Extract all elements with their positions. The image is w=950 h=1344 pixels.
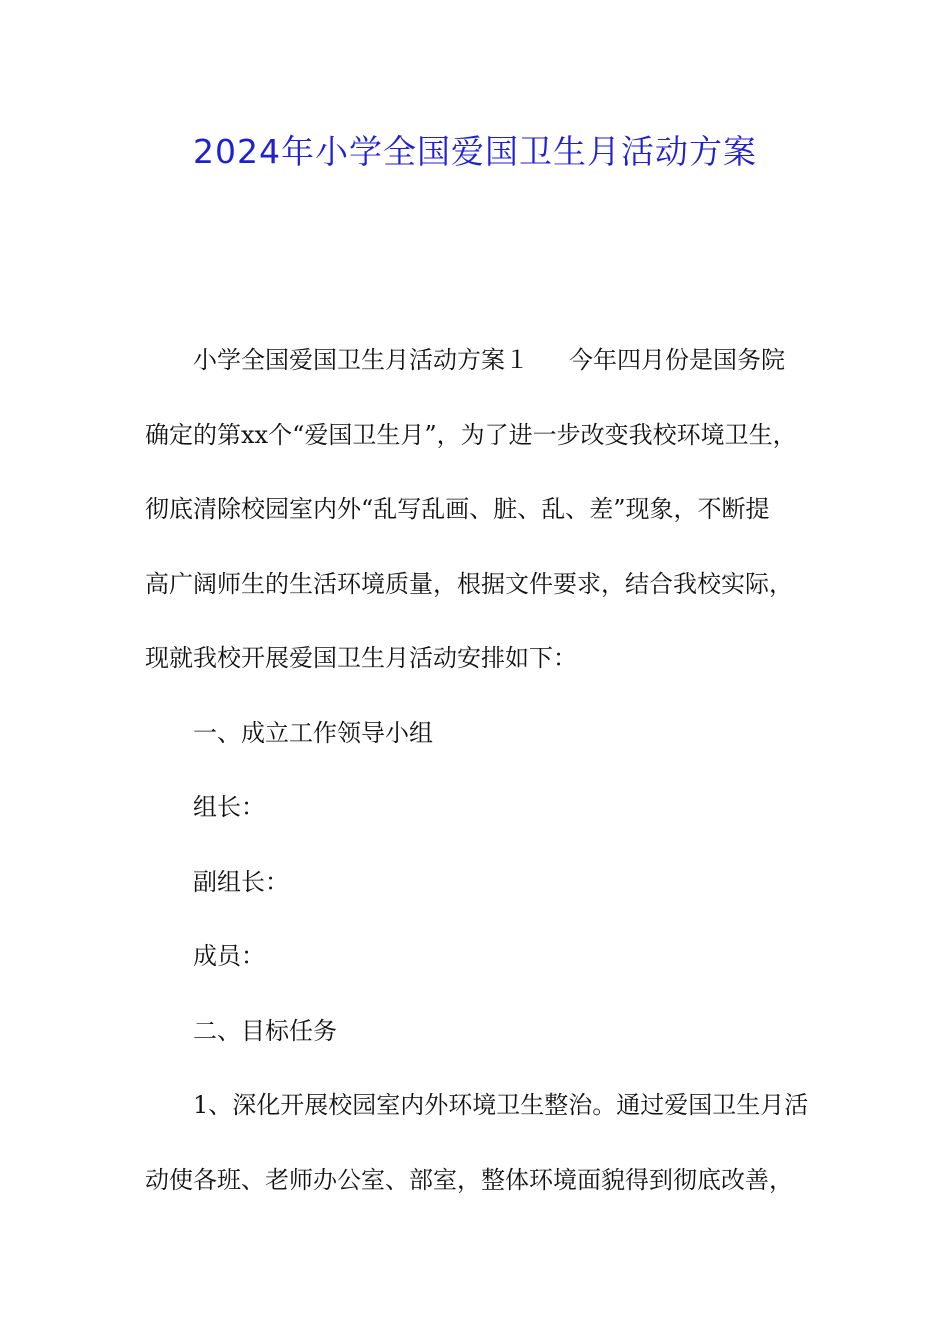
- intro-heading: 小学全国爱国卫生月活动方案１: [193, 346, 529, 374]
- paragraph-line: 确定的第xx个“爱国卫生月”，为了进一步改变我校环境卫生，: [145, 420, 797, 449]
- section-heading: 一、成立工作领导小组: [193, 718, 433, 747]
- paragraph-text: 今年四月份是国务院: [569, 346, 785, 374]
- paragraph-line: 彻底清除校园室内外“乱写乱画、脏、乱、差”现象，不断提: [145, 495, 770, 523]
- document-body: [145, 337, 810, 1231]
- vice-leader-label: 副组长：: [193, 867, 289, 896]
- paragraph-line: 动使各班、老师办公室、部室，整体环境面貌得到彻底改善，: [145, 1165, 793, 1194]
- paragraph-line: 现就我校开展爱国卫生月活动安排如下：: [145, 644, 577, 672]
- paragraph-line: 高广阔师生的生活环境质量，根据文件要求，结合我校实际，: [145, 569, 793, 598]
- paragraph-line: 1、深化开展校园室内外环境卫生整治。通过爱国卫生月活: [193, 1091, 809, 1119]
- document-title: 2024年小学全国爱国卫生月活动方案: [193, 132, 757, 171]
- members-label: 成员：: [193, 942, 265, 970]
- paragraph-line: [145, 337, 810, 412]
- leader-label: 组长：: [193, 793, 265, 821]
- section-heading: 二、目标任务: [193, 1016, 337, 1045]
